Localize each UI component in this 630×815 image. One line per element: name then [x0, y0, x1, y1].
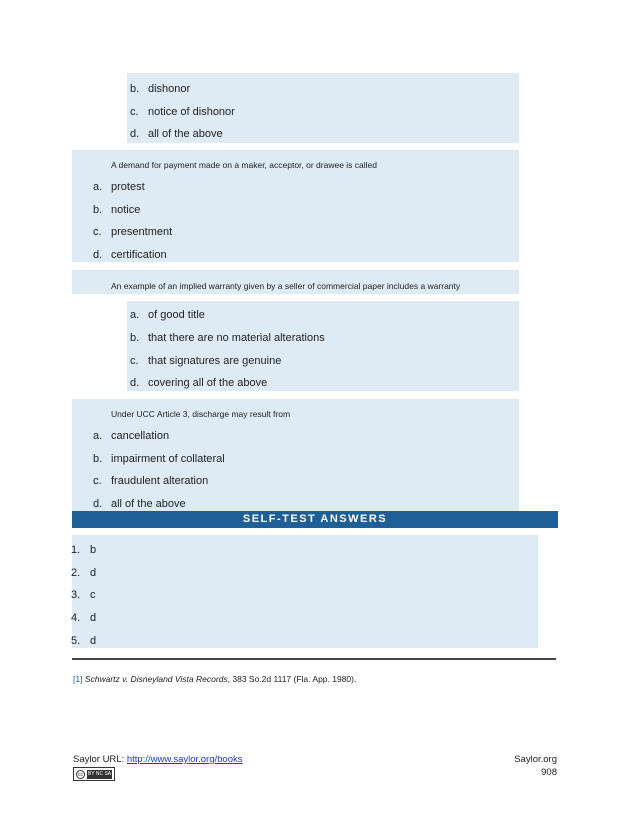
cc-license-terms: BY NC SA: [87, 770, 112, 777]
question-stem: An example of an implied warranty given by a seller of commercial paper includes a warranty: [111, 281, 461, 291]
footer-url-label: Saylor URL:: [73, 754, 127, 765]
section-title-self-test-answers: SELF-TEST ANSWERS: [72, 511, 558, 528]
question-stem: Under UCC Article 3, discharge may result from: [111, 409, 291, 419]
page-number: 908: [541, 767, 557, 778]
case-citation: , 383 So.2d 1117 (Fla. App. 1980).: [227, 674, 357, 684]
footnote: [73, 674, 356, 685]
question-stem: A demand for payment made on a maker, acceptor, or drawee is called: [111, 160, 378, 170]
cc-icon: cc: [78, 771, 83, 778]
footnote-ref-link[interactable]: [1]: [73, 674, 83, 684]
answers-block: [72, 535, 538, 648]
saylor-books-link[interactable]: http://www.saylor.org/books: [126, 754, 243, 765]
footnote-divider: [72, 658, 556, 660]
creative-commons-license-badge[interactable]: [73, 767, 115, 781]
footer-org: Saylor.org: [514, 754, 557, 765]
case-name: Schwartz v. Disneyland Vista Records: [84, 674, 228, 684]
footer-url: [73, 754, 243, 766]
